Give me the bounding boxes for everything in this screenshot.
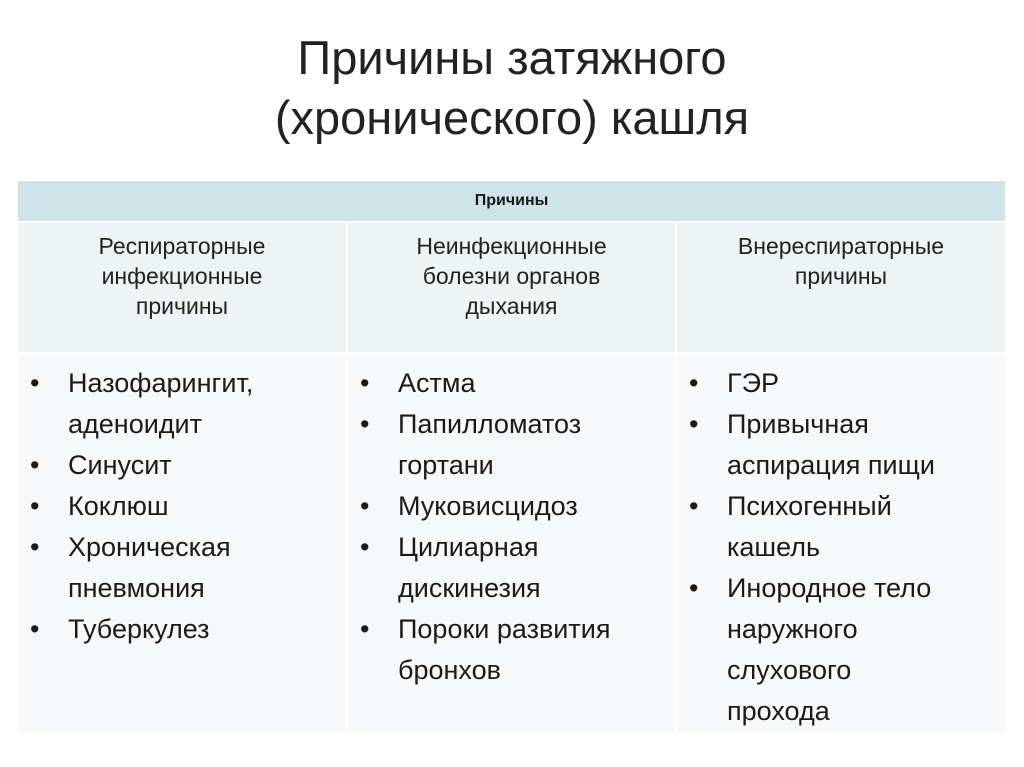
bullet-icon: •: [360, 613, 370, 644]
table-header-row: [18, 181, 1005, 222]
column-heading-line: инфекционные: [101, 263, 263, 289]
causes-table: [18, 181, 1005, 732]
title-line-2: (хронического) кашля: [274, 91, 750, 144]
bullet-icon: •: [360, 490, 370, 521]
bullet-icon: •: [360, 531, 370, 562]
bullet-icon: •: [30, 367, 40, 398]
list-item: [358, 363, 669, 404]
list-item-text: пневмония: [68, 572, 205, 603]
list-item-text: наружного: [727, 613, 858, 644]
list-item-text: Коклюш: [68, 490, 169, 521]
list-item-text: Цилиарная: [398, 531, 539, 562]
list-item-text: слухового: [727, 654, 852, 685]
column-heading-line: Внереспираторные: [737, 233, 945, 259]
cause-list: [28, 363, 340, 650]
bullet-icon: •: [360, 367, 370, 398]
column-heading-line: Неинфекционные: [416, 233, 607, 259]
list-item: [687, 363, 999, 404]
list-item-text: Психогенный: [727, 490, 892, 521]
list-item: [358, 527, 669, 609]
slide-title: [0, 28, 1024, 148]
list-item-text: Туберкулез: [68, 613, 210, 644]
cause-column: [18, 353, 347, 732]
bullet-icon: •: [689, 490, 699, 521]
list-item: [358, 486, 669, 527]
list-item: [28, 609, 340, 650]
bullet-icon: •: [689, 408, 699, 439]
list-item-text: аденоидит: [68, 408, 202, 439]
cause-column: [347, 353, 676, 732]
list-item-text: дискинезия: [398, 572, 541, 603]
column-heading: [676, 222, 1005, 353]
bullet-icon: •: [30, 613, 40, 644]
list-item: [687, 486, 999, 568]
list-item: [28, 527, 340, 609]
column-heading-line: болезни органов: [422, 263, 601, 289]
column-headings-row: [18, 222, 1005, 353]
list-item: [358, 404, 669, 486]
list-item: [687, 404, 999, 486]
list-item-text: ГЭР: [727, 367, 780, 398]
list-item-text: Муковисцидоз: [398, 490, 578, 521]
list-item-text: бронхов: [398, 654, 501, 685]
list-item-text: Привычная: [727, 408, 869, 439]
list-item: [687, 568, 999, 732]
column-heading-line: дыхания: [465, 293, 558, 319]
cause-list: [687, 363, 999, 732]
list-item: [28, 486, 340, 527]
list-item-text: Астма: [398, 367, 476, 398]
list-item-text: Назофарингит,: [68, 367, 254, 398]
list-item-text: Хроническая: [68, 531, 231, 562]
list-item: [28, 363, 340, 445]
table-header-cell: Причины: [18, 181, 1005, 222]
title-line-1: Причины затяжного: [297, 31, 727, 84]
list-item-text: Пороки развития: [398, 613, 611, 644]
bullet-icon: •: [30, 531, 40, 562]
list-item-text: Инородное тело: [727, 572, 932, 603]
causes-row: [18, 353, 1005, 732]
list-item-text: прохода: [727, 695, 830, 726]
list-item: [28, 445, 340, 486]
bullet-icon: •: [30, 449, 40, 480]
column-heading-line: Респираторные: [98, 233, 266, 259]
list-item-text: Синусит: [68, 449, 172, 480]
list-item-text: гортани: [398, 449, 494, 480]
column-heading: [347, 222, 676, 353]
column-heading-line: причины: [135, 293, 229, 319]
bullet-icon: •: [360, 408, 370, 439]
bullet-icon: •: [689, 367, 699, 398]
column-heading: [18, 222, 347, 353]
bullet-icon: •: [30, 490, 40, 521]
cause-column: [676, 353, 1005, 732]
column-heading-line: причины: [794, 263, 888, 289]
list-item-text: кашель: [727, 531, 821, 562]
list-item: [358, 609, 669, 691]
cause-list: [358, 363, 669, 691]
bullet-icon: •: [689, 572, 699, 603]
list-item-text: аспирация пищи: [727, 449, 935, 480]
list-item-text: Папилломатоз: [398, 408, 582, 439]
